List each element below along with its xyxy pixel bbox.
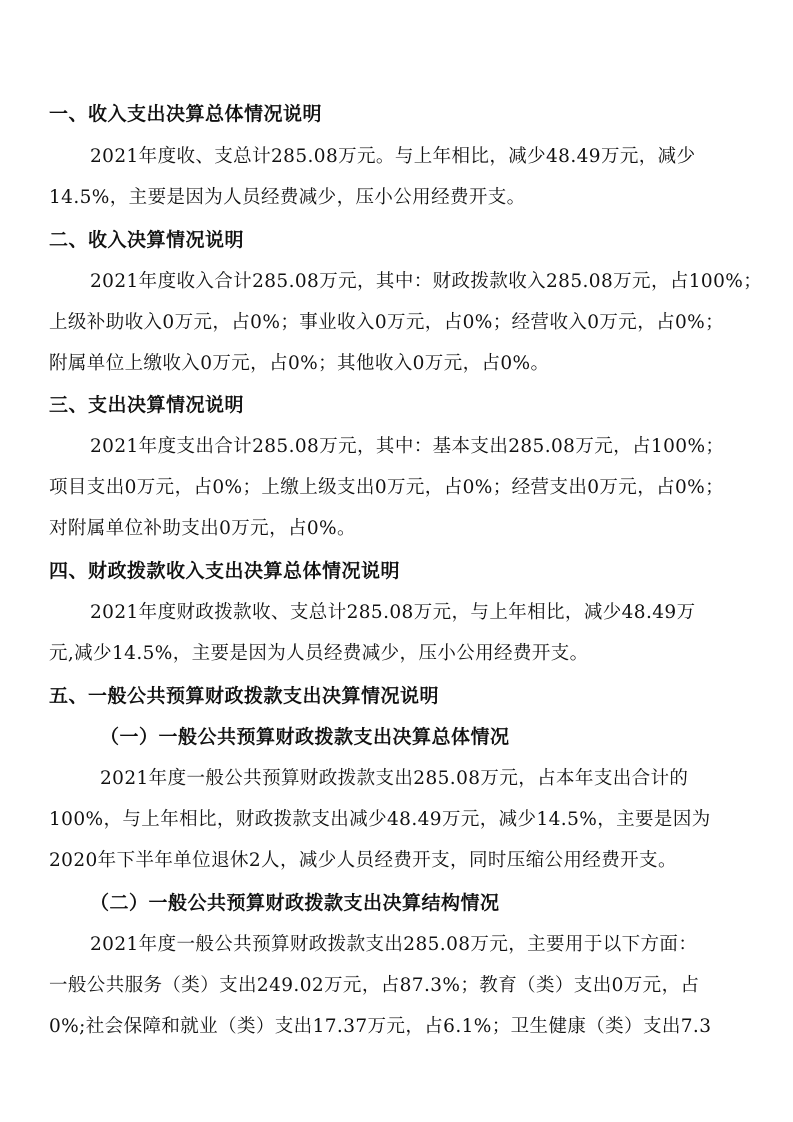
paragraph-line: 2021年度收、支总计285.08万元。与上年相比，减少48.49万元，减少 bbox=[90, 146, 696, 167]
paragraph-line: 2021年度财政拨款收、支总计285.08万元，与上年相比，减少48.49万 bbox=[90, 602, 696, 623]
section-heading: 二、收入决算情况说明 bbox=[49, 229, 245, 251]
subsection-heading: （二）一般公共预算财政拨款支出决算结构情况 bbox=[90, 892, 500, 914]
section-heading: 三、支出决算情况说明 bbox=[49, 394, 245, 416]
subsection-heading: （一）一般公共预算财政拨款支出决算总体情况 bbox=[100, 726, 510, 748]
paragraph-line: 2021年度收入合计285.08万元，其中：财政拨款收入285.08万元，占100%； bbox=[90, 271, 763, 292]
paragraph-line: 一般公共服务（类）支出249.02万元，占87.3%；教育（类）支出0万元，占 bbox=[49, 975, 700, 996]
paragraph-line: 2021年度一般公共预算财政拨款支出285.08万元，占本年支出合计的 bbox=[100, 768, 689, 789]
section-heading: 五、一般公共预算财政拨款支出决算情况说明 bbox=[49, 685, 440, 707]
paragraph-line: 0%;社会保障和就业（类）支出17.37万元，占6.1%；卫生健康（类）支出7.3 bbox=[49, 1016, 712, 1037]
section-heading: 一、收入支出决算总体情况说明 bbox=[49, 103, 323, 125]
paragraph-line: 2021年度支出合计285.08万元，其中：基本支出285.08万元，占100%； bbox=[90, 436, 725, 457]
paragraph-line: 2021年度一般公共预算财政拨款支出285.08万元，主要用于以下方面： bbox=[90, 934, 698, 955]
paragraph-line: 2020年下半年单位退休2人，减少人员经费开支，同时压缩公用经费开支。 bbox=[49, 850, 677, 871]
paragraph-line: 100%，与上年相比，财政拨款支出减少48.49万元，减少14.5%，主要是因为 bbox=[49, 809, 711, 830]
paragraph-line: 项目支出0万元，占0%；上缴上级支出0万元，占0%；经营支出0万元，占0%； bbox=[49, 477, 725, 498]
section-heading: 四、财政拨款收入支出决算总体情况说明 bbox=[49, 560, 401, 582]
paragraph-line: 对附属单位补助支出0万元，占0%。 bbox=[49, 518, 356, 539]
paragraph-line: 附属单位上缴收入0万元，占0%；其他收入0万元，占0%。 bbox=[49, 353, 550, 374]
paragraph-line: 14.5%，主要是因为人员经费减少，压小公用经费开支。 bbox=[49, 187, 526, 208]
paragraph-line: 元,减少14.5%，主要是因为人员经费减少，压小公用经费开支。 bbox=[49, 643, 589, 664]
paragraph-line: 上级补助收入0万元，占0%；事业收入0万元，占0%；经营收入0万元，占0%； bbox=[49, 312, 725, 333]
